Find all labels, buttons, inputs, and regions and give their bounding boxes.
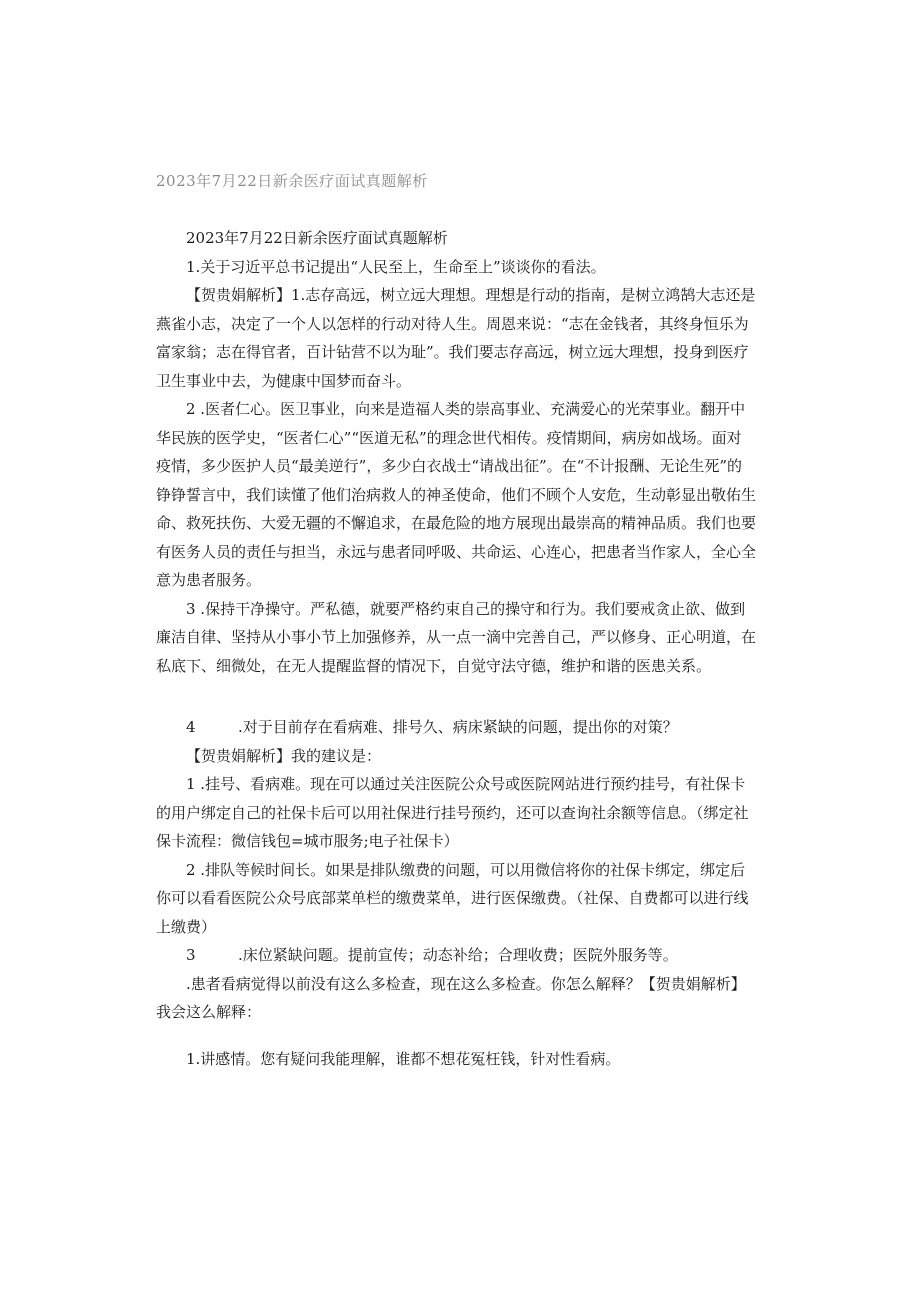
question-4-answer-3-number: 3 bbox=[186, 946, 196, 964]
document-body bbox=[156, 224, 756, 1073]
question-1-answer-3: 3 .保持干净操守。严私德，就要严格约束自己的操守和行为。我们要戒贪止欲、做到廉洁自律、坚持从小事小节上加强修养，从一点一滴中完善自己，严以修身、正心明道，在私底下、细微处，在无人提醒监督的情况下，自觉守法守德，维护和谐的医患关系。 bbox=[156, 599, 757, 675]
question-1-answer-2: 2 .医者仁心。医卫事业，向来是造福人类的崇高事业、充满爱心的光荣事业。翻开中华民族的医学史，“医者仁心”“医道无私”的理念世代相传。疫情期间，病房如战场。面对疫情，多少医护人员“最美逆行”，多少白衣战士“请战出征”。在“不计报酬、无论生死”的铮铮誓言中，我们读懂了他们治病救人的神圣使命，他们不顾个人安危，生动彰显出敬佑生命、救死扶伤、大爱无疆的不懈追求，在最危险的地方展现出最崇高的精神品质。我们也要有医务人员的责任与担当，永远与患者同呼吸、共命运、心连心，把患者当作家人，全心全意为患者服务。 bbox=[156, 400, 757, 589]
question-4-text: .对于目前存在看病难、排号久、病床紧缺的问题，提出你的对策？ bbox=[238, 718, 678, 736]
question-4-intro: 【贺贵娟解析】我的建议是： bbox=[186, 746, 382, 765]
header-title: 2023年7月22日新余医疗面试真题解析 bbox=[156, 172, 428, 190]
question-5: .患者看病觉得以前没有这么多检查，现在这么多检查。你怎么解释？【贺贵娟解析】我会这么解释： bbox=[156, 974, 746, 1021]
question-4-answer-3 bbox=[156, 941, 756, 970]
question-4-answer-1: 1 .挂号、看病难。现在可以通过关注医院公众号或医院网站进行预约挂号，有社保卡的用户绑定自己的社保卡后可以用社保进行挂号预约，还可以查询社余额等信息。（绑定社保卡流程：微信钱包=城市服务;电子社保卡） bbox=[156, 775, 749, 850]
document-title: 2023年7月22日新余医疗面试真题解析 bbox=[186, 229, 448, 247]
question-4-number: 4 bbox=[186, 718, 196, 736]
question-4-answer-3-text: .床位紧缺问题。提前宣传；动态补给；合理收费；医院外服务等。 bbox=[238, 946, 678, 964]
question-1-answer-1: 【贺贵娟解析】1.志存高远，树立远大理想。理想是行动的指南，是树立鸿鹄大志还是燕雀小志，决定了一个人以怎样的行动对待人生。周恩来说：“志在金钱者，其终身恒乐为富家翁；志在得官者，百计钻营不以为耻”。我们要志存高远，树立远大理想，投身到医疗卫生事业中去，为健康中国梦而奋斗。 bbox=[156, 286, 756, 390]
question-5-answer-1: 1.讲感情。您有疑问我能理解，谁都不想花冤枉钱，针对性看病。 bbox=[186, 1049, 621, 1068]
question-4 bbox=[156, 713, 756, 742]
question-4-answer-2: 2 .排队等候时间长。如果是排队缴费的问题，可以用微信将你的社保卡绑定，绑定后你可以看看医院公众号底部菜单栏的缴费菜单，进行医保缴费。（社保、自费都可以进行线上缴费） bbox=[156, 860, 749, 936]
question-1: 1.关于习近平总书记提出“人民至上，生命至上”谈谈你的看法。 bbox=[186, 257, 606, 276]
